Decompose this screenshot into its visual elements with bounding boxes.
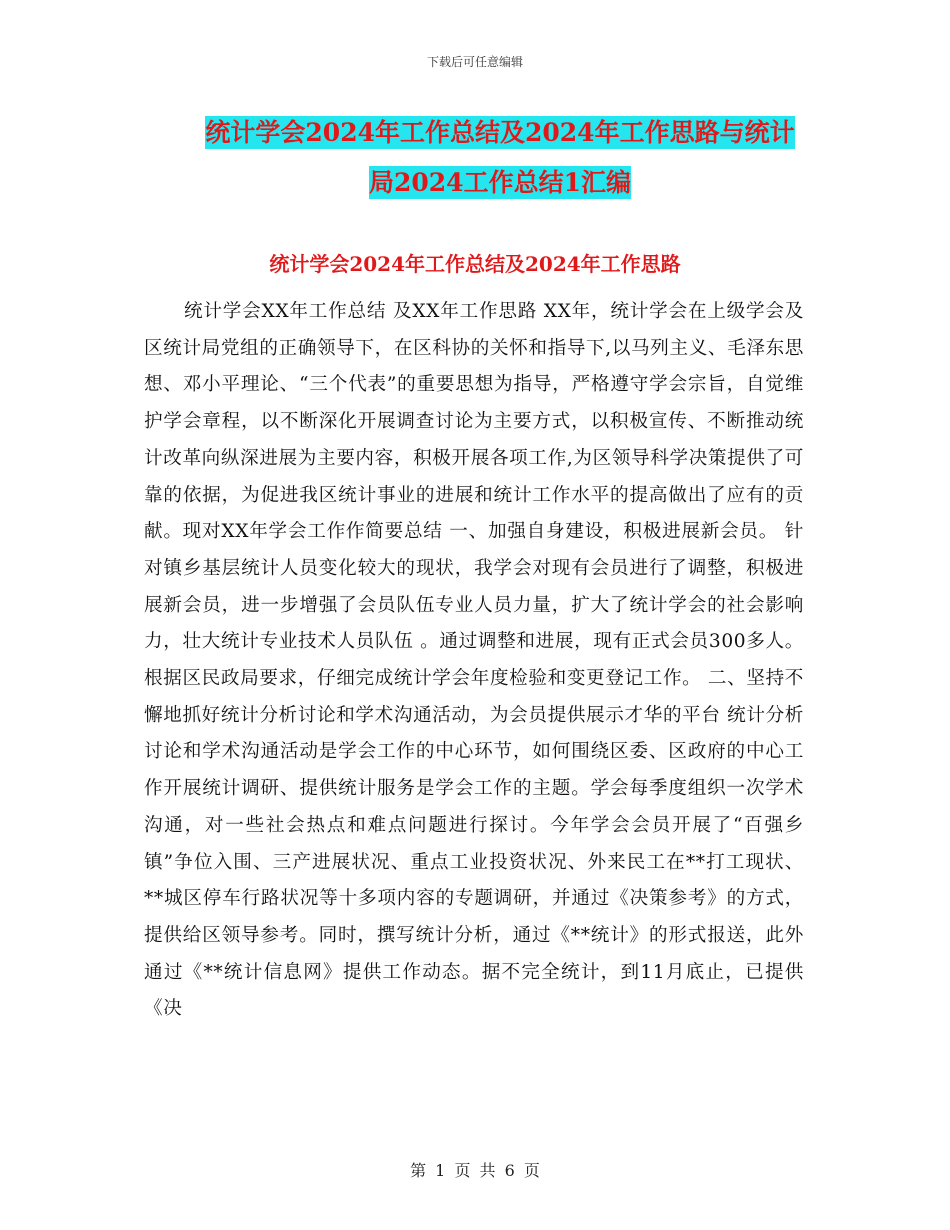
body-paragraph: 统计学会XX年工作总结 及XX年工作思路 XX年，统计学会在上级学会及区统计局党组的正确领导下，在区科协的关怀和指导下,以马列主义、毛泽东思想、邓小平理论、“三个代表”的重要思想为指导，严格遵守学会宗旨，自觉维护学会章程，以不断深化开展调查讨论为主要方式，以积极宣传、不断推动统计改革向纵深进展为主要内容，积极开展各项工作,为区领导科学决策提供了可靠的依据，为促进我区统计事业的进展和统计工作水平的提高做出了应有的贡献。现对XX年学会工作作简要总结 一、加强自身建设，积极进展新会员。 针对镇乡基层统计人员变化较大的现状，我学会对现有会员进行了调整，积极进展新会员，进一步增强了会员队伍专业人员力量，扩大了统计学会的社会影响力，壮大统计专业技术人员队伍 。通过调整和进展，现有正式会员300多人。根据区民政局要求，仔细完成统计学会年度检验和变更登记工作。 二、坚持不懈地抓好统计分析讨论和学术沟通活动，为会员提供展示才华的平台 统计分析讨论和学术沟通活动是学会工作的中心环节，如何围绕区委、区政府的中心工作开展统计调研、提供统计服务是学会工作的主题。学会每季度组织一次学术沟通，对一些社会热点和难点问题进行探讨。今年学会会员开展了“百强乡镇”争位入围、三产进展状况、重点工业投资状况、外来民工在**打工现状、**城区停车行路状况等十多项内容的专题调研，并通过《决策参考》的方式，提供给区领导参考。同时，撰写统计分析，通过《**统计》的形式报送，此外通过《**统计信息网》提供工作动态。据不完全统计，到11月底止，已提供《决 xyxy=(144,301,804,1020)
document-title-line1: 统计学会2024年工作总结及2024年工作思路与统计 xyxy=(205,118,795,147)
document-title-line2: 局2024工作总结1汇编 xyxy=(369,168,631,197)
page-number: 第 1 页 共 6 页 xyxy=(410,1161,540,1180)
section-title: 统计学会2024年工作总结及2024年工作思路 xyxy=(269,252,681,276)
document-title xyxy=(150,108,850,208)
header-note: 下载后可任意编辑 xyxy=(426,55,523,69)
